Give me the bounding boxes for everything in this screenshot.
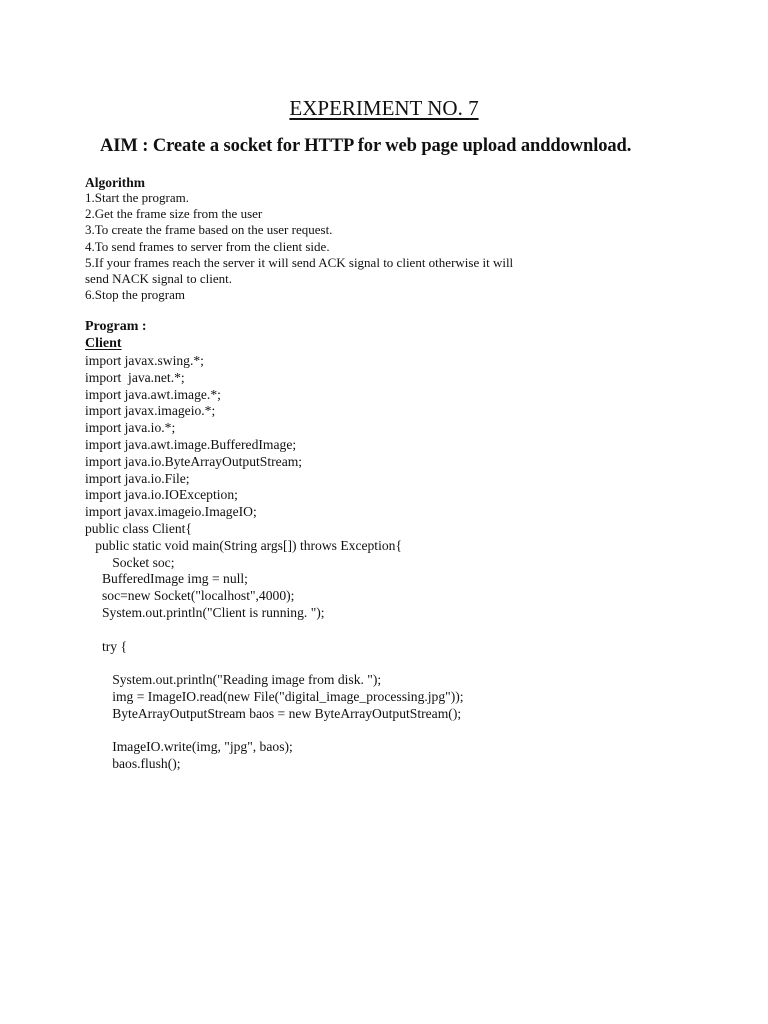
code-line: import java.io.*;	[85, 420, 176, 436]
experiment-title	[0, 96, 768, 121]
code-line: import java.awt.image.*;	[85, 386, 221, 402]
code-line: import java.net.*;	[85, 369, 185, 385]
algorithm-steps	[85, 190, 513, 303]
algorithm-step: 4.To send frames to server from the client side.	[85, 238, 330, 254]
code-line: img = ImageIO.read(new File("digital_image_processing.jpg"));	[85, 688, 464, 704]
algorithm-step: 3.To create the frame based on the user request.	[85, 222, 333, 238]
algorithm-heading: Algorithm	[85, 175, 145, 190]
algorithm-step: 1.Start the program.	[85, 190, 189, 205]
algorithm-step: 2.Get the frame size from the user	[85, 206, 263, 222]
experiment-title-text: EXPERIMENT NO. 7	[289, 96, 479, 120]
code-line: Socket soc;	[85, 554, 175, 570]
client-heading: Client	[85, 336, 122, 351]
code-line: import java.awt.image.BufferedImage;	[85, 436, 297, 452]
code-line: BufferedImage img = null;	[85, 571, 248, 587]
code-line	[85, 622, 464, 639]
code-line: System.out.println("Reading image from disk. ");	[85, 672, 382, 688]
code-line: import java.io.File;	[85, 470, 190, 486]
aim-statement: AIM : Create a socket for HTTP for web page upload anddownload.	[100, 136, 632, 156]
code-line: baos.flush();	[85, 756, 181, 772]
code-line: try {	[85, 638, 128, 654]
code-line: import javax.swing.*;	[85, 353, 204, 368]
code-line	[85, 655, 464, 672]
code-line: import java.io.IOException;	[85, 487, 238, 503]
code-line: import javax.imageio.ImageIO;	[85, 504, 257, 520]
code-line: ImageIO.write(img, "jpg", baos);	[85, 739, 293, 755]
code-line: soc=new Socket("localhost",4000);	[85, 588, 295, 604]
algorithm-step: 6.Stop the program	[85, 287, 186, 303]
code-line: public static void main(String args[]) throws Exception{	[85, 537, 402, 553]
code-line: import java.io.ByteArrayOutputStream;	[85, 453, 303, 469]
program-heading: Program :	[85, 319, 147, 334]
algorithm-step: send NACK signal to client.	[85, 271, 232, 287]
code-line: import javax.imageio.*;	[85, 403, 216, 419]
code-line: ByteArrayOutputStream baos = new ByteArrayOutputStream();	[85, 705, 462, 721]
code-line: public class Client{	[85, 520, 192, 536]
code-line	[85, 723, 464, 740]
code-listing	[85, 353, 464, 773]
algorithm-step: 5.If your frames reach the server it will send ACK signal to client otherwise it will	[85, 254, 514, 270]
code-line: System.out.println("Client is running. ");	[85, 604, 325, 620]
